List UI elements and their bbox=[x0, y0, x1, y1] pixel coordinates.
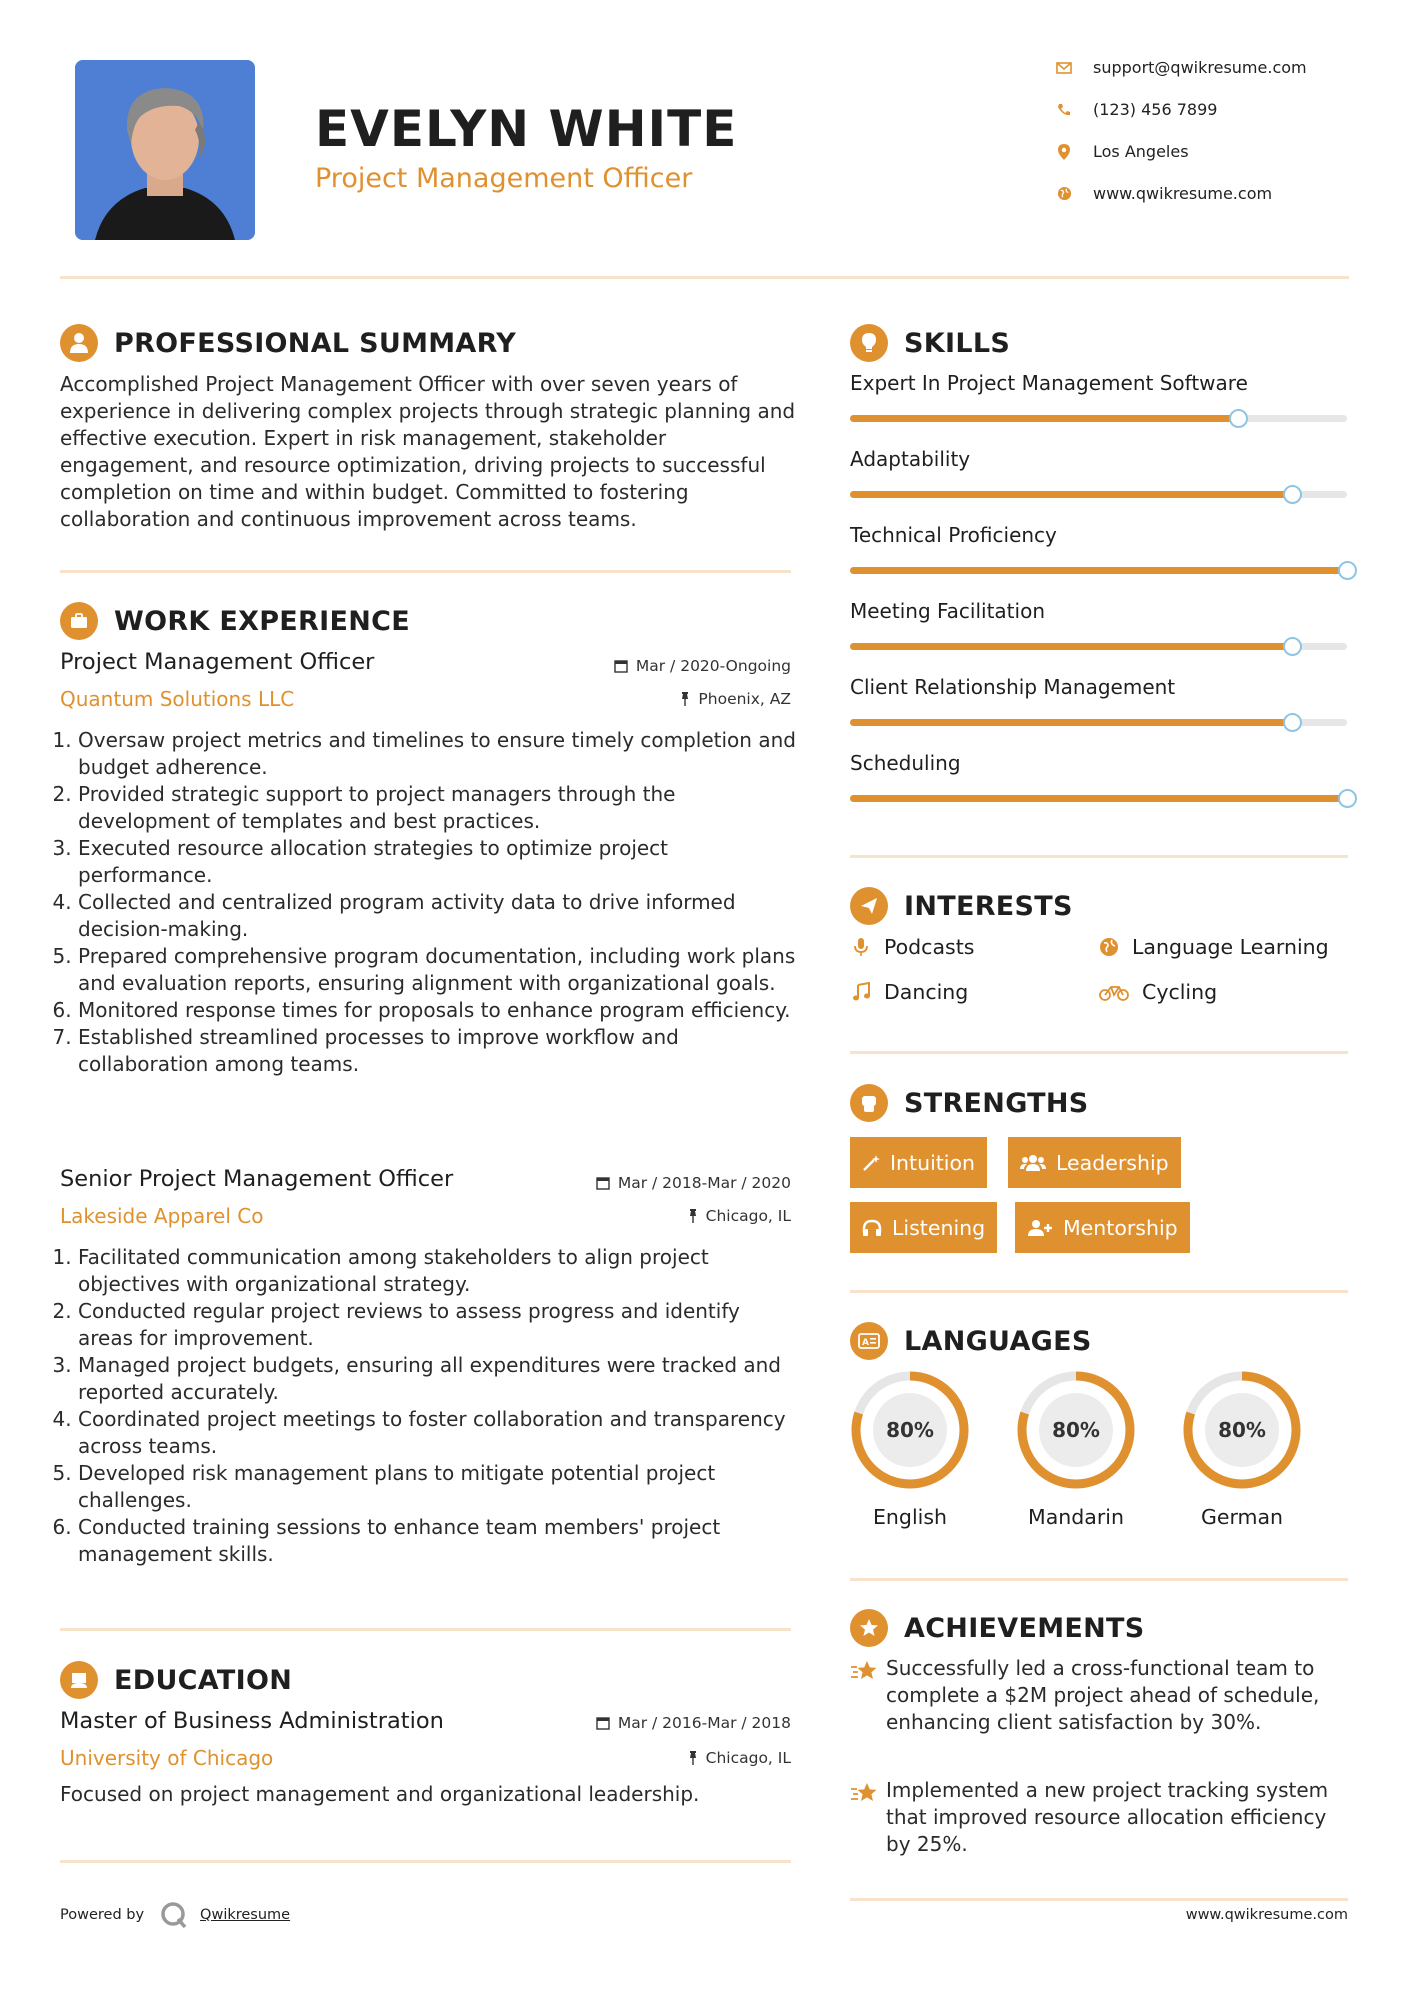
skill-bar-fill bbox=[850, 491, 1292, 498]
language-percent: 80% bbox=[1218, 1418, 1266, 1442]
interest-label: Cycling bbox=[1142, 980, 1218, 1004]
skill-bar bbox=[850, 415, 1347, 422]
strength-mentorship bbox=[1015, 1202, 1190, 1253]
achievement-text: Implemented a new project tracking system that improved resource allocation efficiency by 25%. bbox=[886, 1778, 1329, 1856]
job-2-dates bbox=[596, 1174, 791, 1192]
list-item: 1. Oversaw project metrics and timelines to ensure timely completion and budget adherence. bbox=[78, 727, 800, 781]
job-2-title: Senior Project Management Officer bbox=[60, 1166, 454, 1192]
experience-section-header bbox=[60, 602, 410, 640]
skill-bar-fill bbox=[850, 795, 1347, 802]
summary-divider bbox=[60, 570, 791, 573]
language-ring bbox=[1014, 1368, 1138, 1492]
education-title: EDUCATION bbox=[114, 1664, 293, 1696]
skill-bar-knob bbox=[1229, 409, 1248, 428]
skill-label: Meeting Facilitation bbox=[850, 599, 1045, 623]
interest-label: Dancing bbox=[884, 980, 969, 1004]
strengths-title: STRENGTHS bbox=[904, 1087, 1089, 1119]
list-item: 3. Executed resource allocation strategies to optimize project performance. bbox=[78, 835, 800, 889]
job-1-bullets bbox=[60, 727, 800, 1078]
education-dates-text: Mar / 2016-Mar / 2018 bbox=[617, 1714, 791, 1732]
contact-location bbox=[1055, 142, 1189, 161]
strength-label: Intuition bbox=[890, 1150, 976, 1175]
contact-email-text: support@qwikresume.com bbox=[1093, 58, 1307, 77]
microphone-icon bbox=[850, 937, 872, 957]
languages-section-header bbox=[850, 1322, 1092, 1360]
job-1-title: Project Management Officer bbox=[60, 649, 375, 675]
globe-icon bbox=[1055, 185, 1073, 203]
pushpin-icon bbox=[688, 1751, 698, 1765]
lightbulb-icon bbox=[850, 324, 888, 362]
interests-divider bbox=[850, 1051, 1348, 1054]
strength-label: Listening bbox=[892, 1215, 986, 1240]
summary-section-header bbox=[60, 324, 516, 362]
user-plus-icon bbox=[1027, 1219, 1053, 1237]
profile-photo bbox=[75, 60, 255, 240]
interest-label: Podcasts bbox=[884, 935, 975, 959]
skill-label: Expert In Project Management Software bbox=[850, 371, 1248, 395]
calendar-icon bbox=[614, 659, 628, 673]
list-item: 5. Developed risk management plans to mitigate potential project challenges. bbox=[78, 1460, 800, 1514]
paper-plane-icon bbox=[850, 887, 888, 925]
language-ring bbox=[1180, 1368, 1304, 1492]
job-2-bullets bbox=[60, 1244, 800, 1568]
magic-wand-icon bbox=[862, 1154, 880, 1172]
phone-icon bbox=[1055, 101, 1073, 119]
education-section-header bbox=[60, 1661, 292, 1699]
calendar-icon bbox=[596, 1176, 610, 1190]
interests-title: INTERESTS bbox=[904, 890, 1073, 922]
skill-bar bbox=[850, 491, 1347, 498]
achievements-divider bbox=[850, 1898, 1348, 1901]
experience-divider bbox=[60, 1628, 791, 1631]
job-1-location-text: Phoenix, AZ bbox=[698, 690, 791, 708]
pushpin-icon bbox=[680, 692, 690, 706]
skill-label: Technical Proficiency bbox=[850, 523, 1057, 547]
strength-intuition bbox=[850, 1137, 987, 1188]
list-item: 4. Collected and centralized program activity data to drive informed decision-making. bbox=[78, 889, 800, 943]
education-description: Focused on project management and organizational leadership. bbox=[60, 1782, 700, 1806]
skill-bar-fill bbox=[850, 567, 1347, 574]
education-dates bbox=[596, 1714, 791, 1732]
education-school: University of Chicago bbox=[60, 1746, 274, 1770]
globe-icon bbox=[1098, 937, 1120, 957]
interest-language-learning bbox=[1098, 935, 1329, 959]
skill-bar-fill bbox=[850, 719, 1292, 726]
achievement-item bbox=[850, 1655, 1350, 1736]
experience-title: WORK EXPERIENCE bbox=[114, 605, 410, 637]
languages-divider bbox=[850, 1578, 1348, 1581]
interests-section-header bbox=[850, 887, 1073, 925]
skills-divider bbox=[850, 855, 1348, 858]
pushpin-icon bbox=[688, 1209, 698, 1223]
list-item: 6. Monitored response times for proposals to enhance program efficiency. bbox=[78, 997, 800, 1024]
star-icon bbox=[850, 1609, 888, 1647]
language-card-icon bbox=[850, 1322, 888, 1360]
candidate-name: EVELYN WHITE bbox=[315, 100, 738, 158]
education-degree: Master of Business Administration bbox=[60, 1708, 444, 1734]
language-name: Mandarin bbox=[1028, 1505, 1124, 1529]
achievement-item bbox=[850, 1777, 1350, 1858]
skill-bar-fill bbox=[850, 643, 1292, 650]
users-icon bbox=[1020, 1154, 1046, 1172]
skill-bar bbox=[850, 795, 1347, 802]
graduation-icon bbox=[60, 1661, 98, 1699]
skill-label: Client Relationship Management bbox=[850, 675, 1176, 699]
contact-location-text: Los Angeles bbox=[1093, 142, 1189, 161]
summary-title: PROFESSIONAL SUMMARY bbox=[114, 327, 517, 359]
candidate-headline: Project Management Officer bbox=[315, 163, 693, 194]
list-item: 2. Provided strategic support to project managers through the development of templates and best practices. bbox=[78, 781, 800, 835]
skill-bar-knob bbox=[1338, 561, 1357, 580]
contact-website[interactable] bbox=[1055, 184, 1272, 203]
strength-listening bbox=[850, 1202, 997, 1253]
language-name: English bbox=[872, 1505, 948, 1529]
brand-link[interactable]: Qwikresume bbox=[200, 1907, 291, 1923]
strength-label: Leadership bbox=[1056, 1150, 1169, 1175]
language-name: German bbox=[1200, 1505, 1284, 1529]
contact-email[interactable] bbox=[1055, 58, 1307, 77]
summary-text: Accomplished Project Management Officer with over seven years of experience in delivering complex projects through strategic planning and effective execution. Expert in risk management, stakeholder engagement, and resource optimization, driving projects to successful completion on time and within budget. Committed to fostering collaboration and continuous improvement across teams. bbox=[60, 372, 796, 531]
svg-text:A: A bbox=[862, 1338, 869, 1348]
job-2-dates-text: Mar / 2018-Mar / 2020 bbox=[617, 1174, 791, 1192]
job-2-company: Lakeside Apparel Co bbox=[60, 1204, 264, 1228]
job-1-dates-text: Mar / 2020-Ongoing bbox=[635, 657, 791, 675]
map-pin-icon bbox=[1055, 143, 1073, 161]
job-1-dates bbox=[614, 657, 791, 675]
achievement-text: Successfully led a cross-functional team to complete a $2M project ahead of schedule, enhancing client satisfaction by 30%. bbox=[886, 1656, 1320, 1734]
skill-bar-knob bbox=[1283, 637, 1302, 656]
education-location-text: Chicago, IL bbox=[705, 1749, 791, 1767]
footer-powered-by bbox=[60, 1901, 290, 1929]
strengths-section-header bbox=[850, 1084, 1089, 1122]
star-badge-icon bbox=[850, 1777, 886, 1858]
contact-website-text: www.qwikresume.com bbox=[1093, 184, 1273, 203]
job-2-location bbox=[688, 1207, 791, 1225]
skill-bar-fill bbox=[850, 415, 1238, 422]
list-item: 5. Prepared comprehensive program documentation, including work plans and evaluation reports, ensuring alignment with organizational goals. bbox=[78, 943, 800, 997]
bicycle-icon bbox=[1098, 983, 1130, 1001]
envelope-icon bbox=[1055, 59, 1073, 77]
language-ring bbox=[848, 1368, 972, 1492]
skill-bar bbox=[850, 643, 1347, 650]
achievements-section-header bbox=[850, 1609, 1145, 1647]
user-icon bbox=[60, 324, 98, 362]
music-note-icon bbox=[850, 982, 872, 1002]
education-divider bbox=[60, 1860, 791, 1863]
languages-title: LANGUAGES bbox=[904, 1325, 1092, 1357]
job-2-location-text: Chicago, IL bbox=[705, 1207, 791, 1225]
contact-phone-text: (123) 456 7899 bbox=[1093, 100, 1218, 119]
interest-cycling bbox=[1098, 980, 1217, 1004]
list-item: 7. Established streamlined processes to improve workflow and collaboration among teams. bbox=[78, 1024, 800, 1078]
list-item: 6. Conducted training sessions to enhance team members' project management skills. bbox=[78, 1514, 800, 1568]
fist-icon bbox=[850, 1084, 888, 1122]
footer-website[interactable]: www.qwikresume.com bbox=[1185, 1907, 1348, 1923]
skill-bar-knob bbox=[1338, 789, 1357, 808]
skill-bar bbox=[850, 567, 1347, 574]
contact-phone[interactable] bbox=[1055, 100, 1217, 119]
skill-bar-knob bbox=[1283, 485, 1302, 504]
strengths-divider bbox=[850, 1290, 1348, 1293]
list-item: 1. Facilitated communication among stakeholders to align project objectives with organizational strategy. bbox=[78, 1244, 800, 1298]
skill-label: Scheduling bbox=[850, 751, 961, 775]
strength-label: Mentorship bbox=[1063, 1215, 1178, 1240]
education-location bbox=[688, 1749, 791, 1767]
headphones-icon bbox=[862, 1219, 882, 1237]
skill-bar bbox=[850, 719, 1347, 726]
briefcase-icon bbox=[60, 602, 98, 640]
achievements-title: ACHIEVEMENTS bbox=[904, 1612, 1145, 1644]
skills-title: SKILLS bbox=[904, 327, 1011, 359]
job-1-company: Quantum Solutions LLC bbox=[60, 687, 295, 711]
interest-podcasts bbox=[850, 935, 974, 959]
interest-label: Language Learning bbox=[1132, 935, 1329, 959]
language-percent: 80% bbox=[886, 1418, 934, 1442]
skill-label: Adaptability bbox=[850, 447, 971, 471]
calendar-icon bbox=[596, 1716, 610, 1730]
skills-section-header bbox=[850, 324, 1010, 362]
strength-leadership bbox=[1008, 1137, 1181, 1188]
qwikresume-logo-icon bbox=[160, 1901, 188, 1929]
powered-by-label: Powered by bbox=[60, 1907, 145, 1923]
list-item: 3. Managed project budgets, ensuring all expenditures were tracked and reported accurately. bbox=[78, 1352, 800, 1406]
header-divider bbox=[60, 276, 1349, 279]
list-item: 2. Conducted regular project reviews to assess progress and identify areas for improvement. bbox=[78, 1298, 800, 1352]
language-percent: 80% bbox=[1052, 1418, 1100, 1442]
skill-bar-knob bbox=[1283, 713, 1302, 732]
list-item: 4. Coordinated project meetings to foster collaboration and transparency across teams. bbox=[78, 1406, 800, 1460]
job-1-location bbox=[680, 690, 791, 708]
star-badge-icon bbox=[850, 1655, 886, 1736]
interest-dancing bbox=[850, 980, 968, 1004]
